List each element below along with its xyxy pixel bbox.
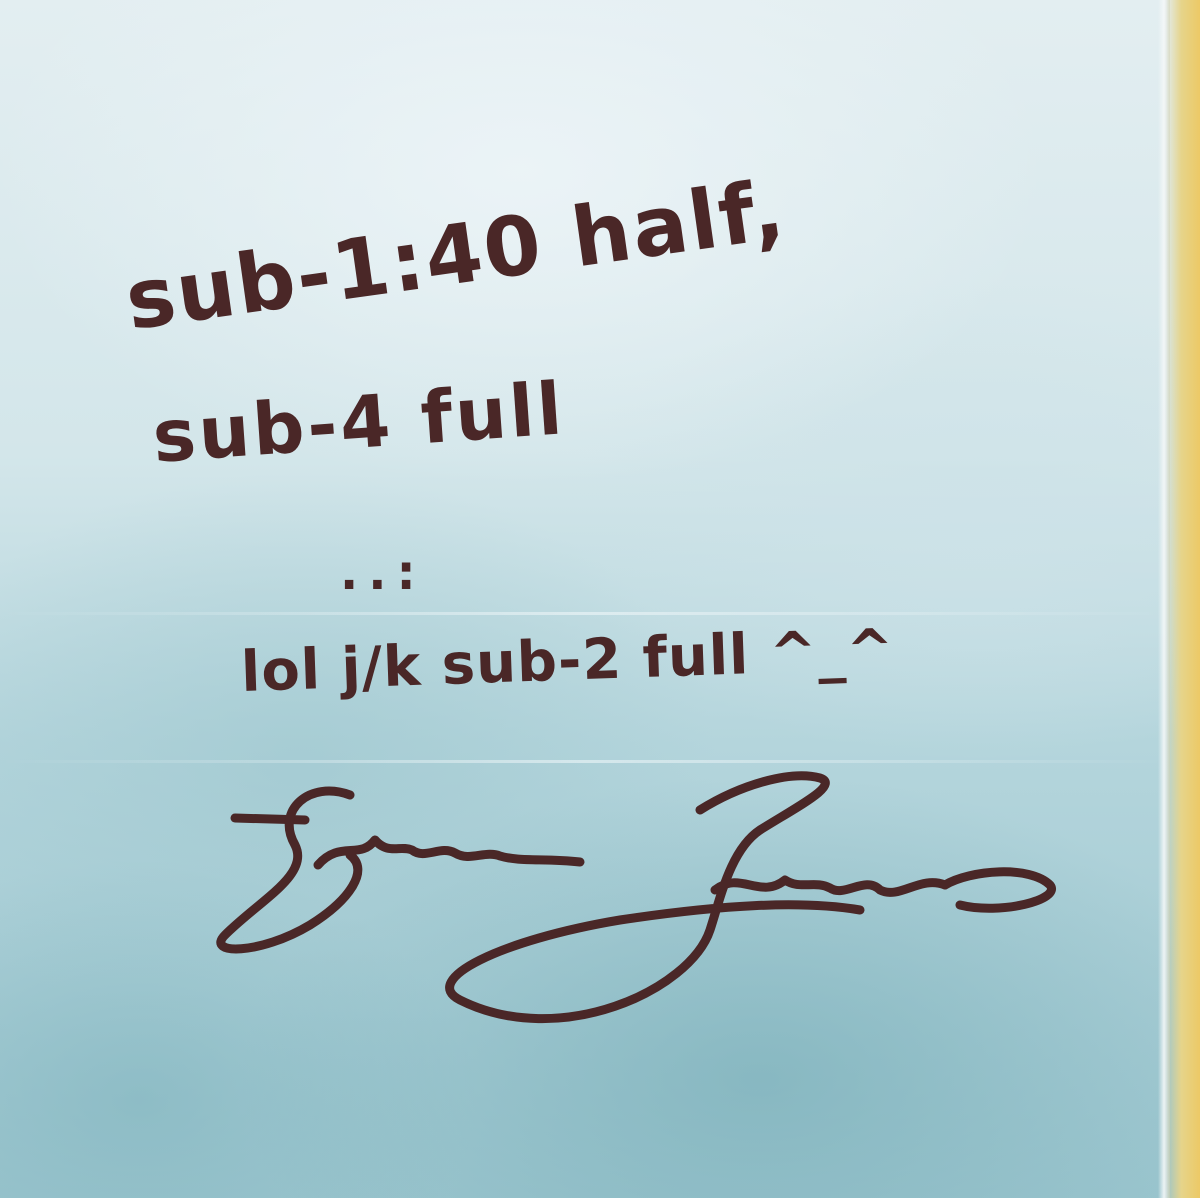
yellow-background-strip	[1166, 0, 1200, 1198]
handwritten-dots: ..:	[340, 545, 426, 601]
handwritten-line-half-marathon: sub-1:40 half,	[120, 162, 792, 350]
handwritten-line-full-marathon: sub-4 full	[150, 366, 568, 479]
paper-crease	[0, 612, 1170, 615]
handwritten-signature	[200, 750, 1080, 1080]
handwritten-line-joke: lol j/k sub-2 full ^_^	[240, 617, 896, 705]
